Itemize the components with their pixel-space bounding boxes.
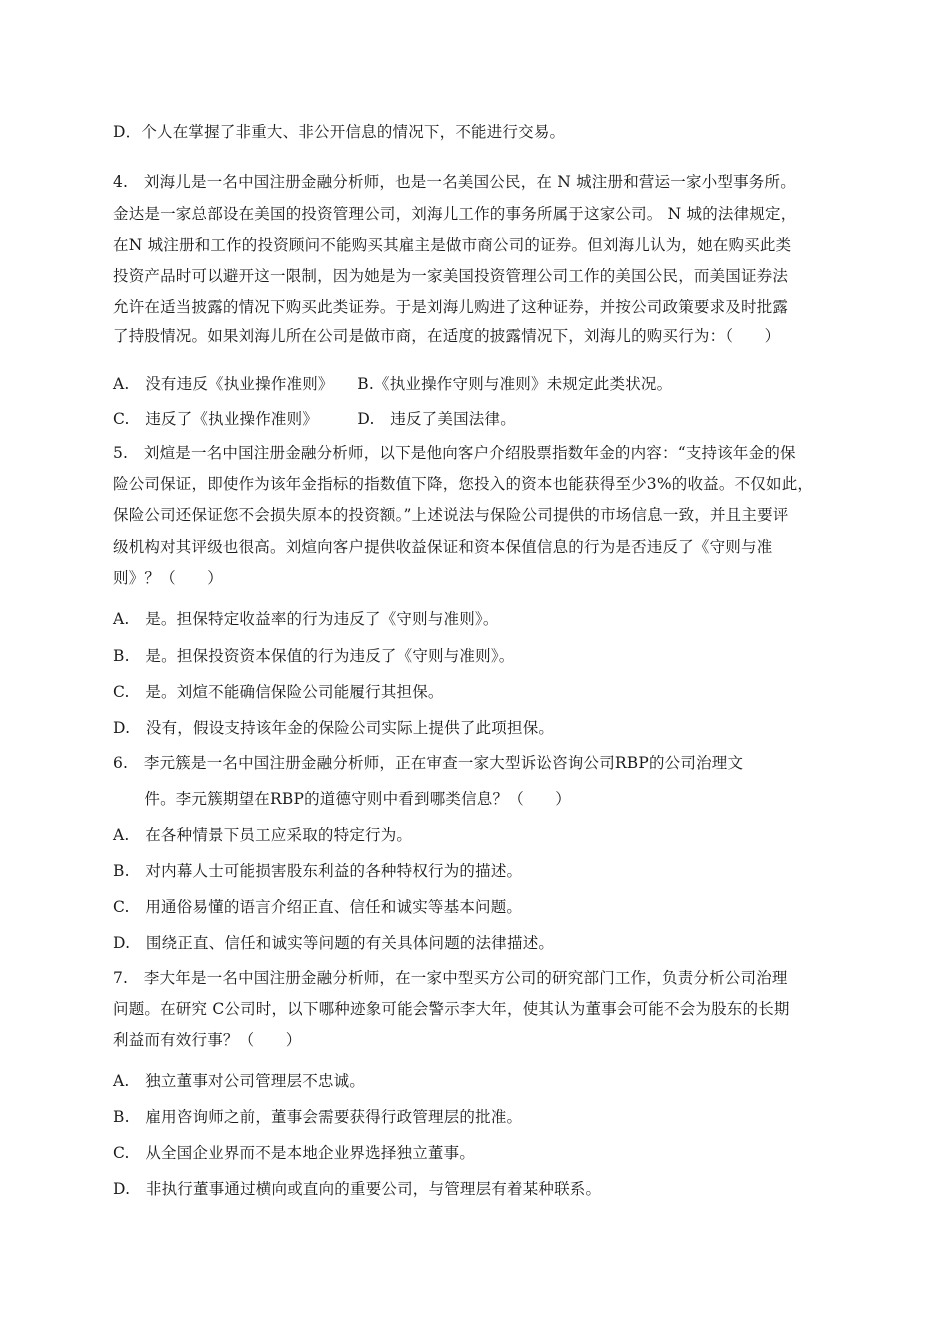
q6-stem-line-2: 件。李元簇期望在RBP的道德守则中看到哪类信息？（ ）: [113, 790, 571, 808]
q7-option-a: A. 独立董事对公司管理层不忠诚。: [113, 1072, 366, 1090]
q5-option-d: D. 没有，假设支持该年金的保险公司实际上提供了此项担保。: [113, 719, 555, 737]
q7-option-d: D. 非执行董事通过横向或直向的重要公司，与管理层有着某种联系。: [113, 1180, 602, 1198]
q5-stem-line-2: 险公司保证，即使作为该年金指标的指数值下降，您投入的资本也能获得至少3%的收益。不仅如此，: [113, 475, 814, 493]
q5-stem-line-5: 则》？（ ）: [113, 569, 223, 587]
q4-stem-line-1: 4. 刘海儿是一名中国注册金融分析师，也是一名美国公民，在 N 城注册和营运一家小型事务所。: [113, 173, 796, 191]
q4-stem-line-2: 金达是一家总部设在美国的投资管理公司，刘海儿工作的事务所属于这家公司。 N 城的法律规定，: [113, 205, 797, 223]
q5-stem-line-1: 5. 刘煊是一名中国注册金融分析师，以下是他向客户介绍股票指数年金的内容：“支持该年金的保: [113, 444, 796, 462]
q4-stem-line-4: 投资产品时可以避开这一限制，因为她是为一家美国投资管理公司工作的美国公民，而美国证券法: [113, 267, 789, 285]
q4-stem-line-3: 在N 城注册和工作的投资顾问不能购买其雇主是做市商公司的证券。但刘海儿认为，她在购买此类: [113, 236, 792, 254]
q6-option-c: C. 用通俗易懂的语言介绍正直、信任和诚实等基本问题。: [113, 898, 523, 916]
q7-stem-line-1: 7. 李大年是一名中国注册金融分析师，在一家中型买方公司的研究部门工作，负责分析公司治理: [113, 969, 788, 987]
q3-option-d: D．个人在掌握了非重大、非公开信息的情况下，不能进行交易。: [113, 123, 566, 141]
q4-options-cd: C. 违反了《执业操作准则》 D. 违反了美国法律。: [113, 410, 516, 428]
q4-stem-line-6: 了持股情况。如果刘海儿所在公司是做市商，在适度的披露情况下，刘海儿的购买行为：（ ）: [113, 327, 781, 345]
q7-option-b: B. 雇用咨询师之前，董事会需要获得行政管理层的批准。: [113, 1108, 523, 1126]
q6-stem-line-1: 6. 李元簇是一名中国注册金融分析师，正在审查一家大型诉讼咨询公司RBP的公司治理文: [113, 754, 744, 772]
q5-stem-line-3: 保险公司还保证您不会损失原本的投资额。”上述说法与保险公司提供的市场信息一致，并且主要评: [113, 506, 789, 524]
q7-stem-line-2: 问题。在研究 C公司时，以下哪种迹象可能会警示李大年，使其认为董事会可能不会为股东的长期: [113, 1000, 790, 1018]
q5-option-c: C. 是。刘煊不能确信保险公司能履行其担保。: [113, 683, 444, 701]
q6-option-a: A. 在各种情景下员工应采取的特定行为。: [113, 826, 413, 844]
q4-stem-line-5: 允许在适当披露的情况下购买此类证券。于是刘海儿购进了这种证券，并按公司政策要求及时批露: [113, 298, 789, 316]
q6-option-b: B. 对内幕人士可能损害股东利益的各种特权行为的描述。: [113, 862, 523, 880]
q5-option-a: A. 是。担保特定收益率的行为违反了《守则与准则》。: [113, 610, 499, 628]
q7-stem-line-3: 利益而有效行事？（ ）: [113, 1031, 302, 1049]
q4-options-ab: A. 没有违反《执业操作准则》 B.《执业操作守则与准则》未规定此类状况。: [113, 375, 673, 393]
q5-option-b: B. 是。担保投资资本保值的行为违反了《守则与准则》。: [113, 647, 515, 665]
q7-option-c: C. 从全国企业界而不是本地企业界选择独立董事。: [113, 1144, 476, 1162]
q5-stem-line-4: 级机构对其评级也很高。刘煊向客户提供收益保证和资本保值信息的行为是否违反了《守则与准: [113, 538, 773, 556]
q6-option-d: D. 围绕正直、信任和诚实等问题的有关具体问题的法律描述。: [113, 934, 555, 952]
